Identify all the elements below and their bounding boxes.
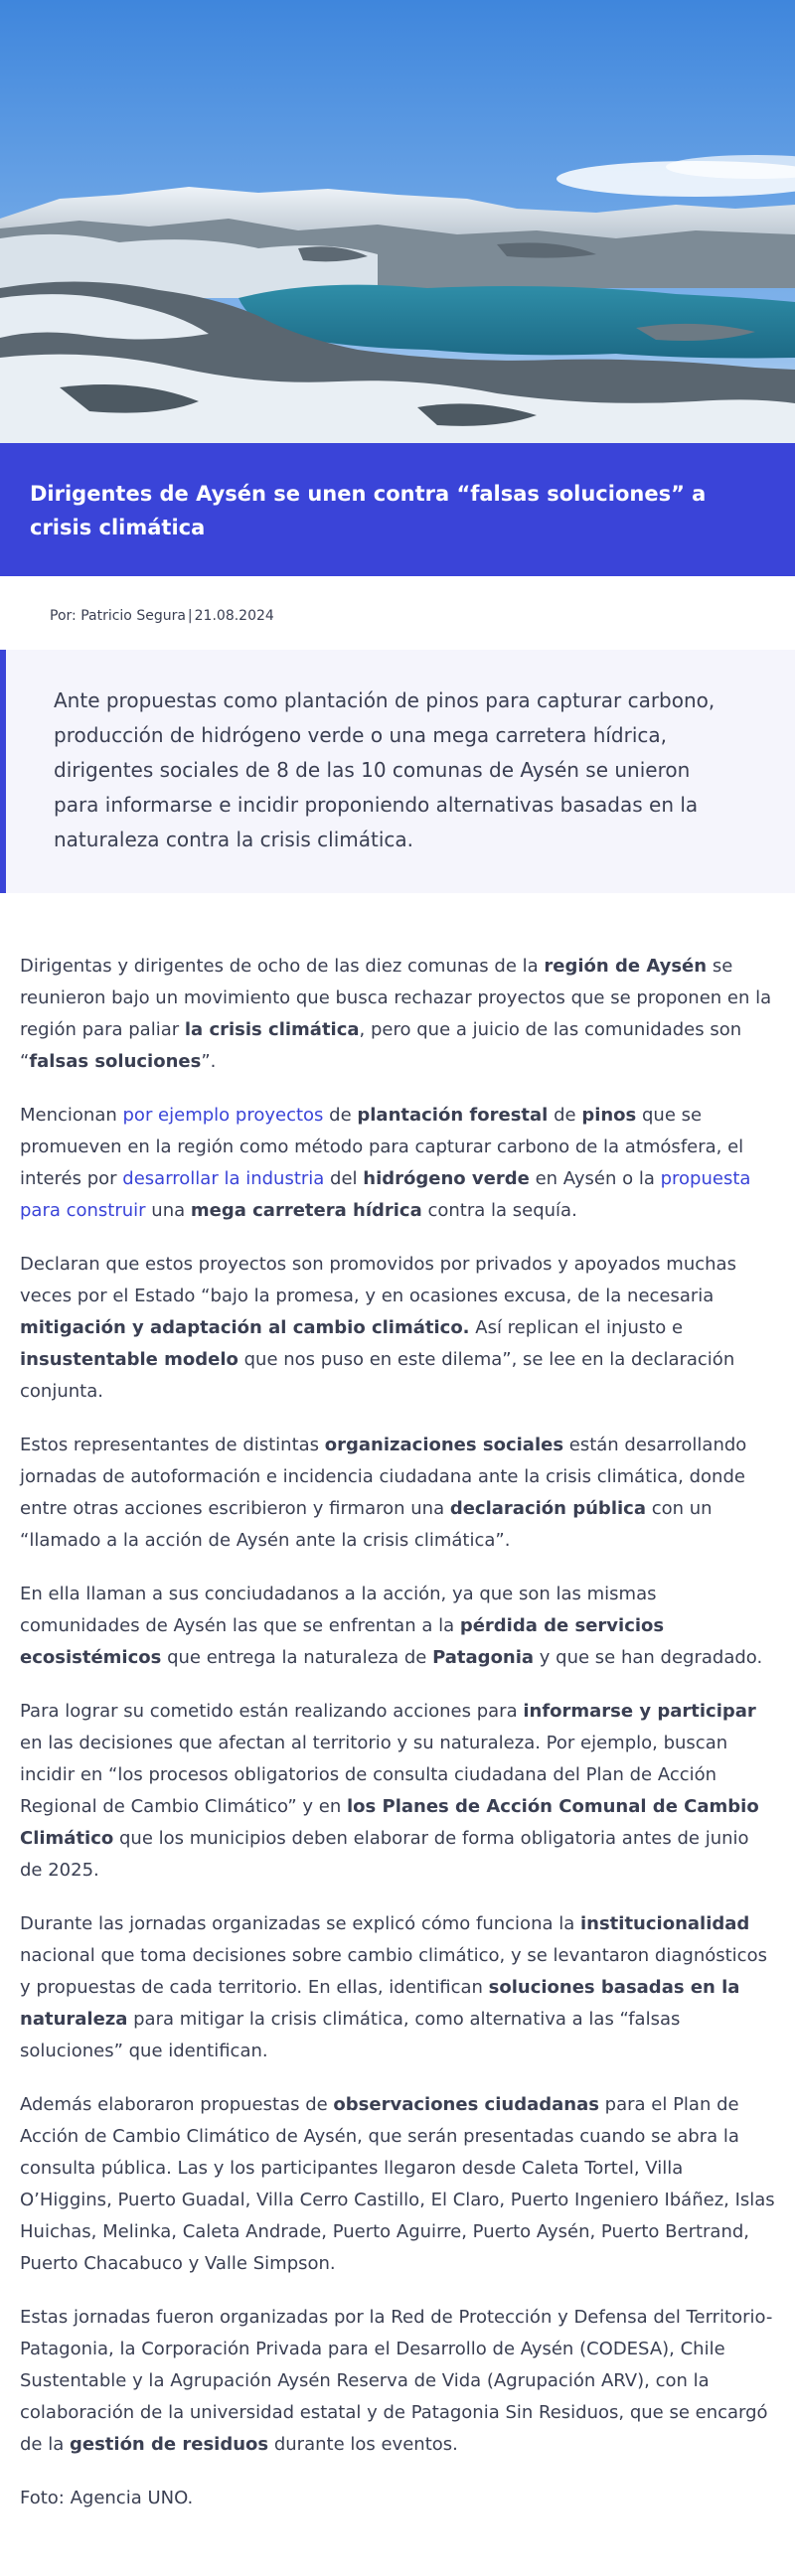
paragraph-text: Mencionan bbox=[20, 1105, 123, 1126]
inline-link[interactable]: por ejemplo proyectos bbox=[122, 1105, 324, 1126]
article-paragraph bbox=[20, 2089, 775, 2280]
paragraph-text: para mitigar la crisis climática, como alternativa a las “falsas soluciones” que identifican. bbox=[20, 2009, 681, 2061]
hero-image bbox=[0, 0, 795, 443]
article-paragraph bbox=[20, 1696, 775, 1887]
paragraph-text: que entrega la naturaleza de bbox=[161, 1647, 433, 1668]
article-title: Dirigentes de Aysén se unen contra “falsas soluciones” a crisis climática bbox=[30, 482, 707, 539]
bold-text: informarse y participar bbox=[523, 1701, 756, 1722]
paragraph-text: Además elaboraron propuestas de bbox=[20, 2094, 334, 2115]
bold-text: Patagonia bbox=[432, 1647, 535, 1668]
byline-separator: | bbox=[187, 608, 193, 624]
paragraph-text: Así replican el injusto e bbox=[469, 1317, 684, 1338]
bold-text: región de Aysén bbox=[544, 956, 708, 977]
inline-link[interactable]: desarrollar la industria bbox=[122, 1168, 325, 1189]
bold-text: la crisis climática bbox=[184, 1019, 360, 1040]
paragraph-text: Durante las jornadas organizadas se explicó cómo funciona la bbox=[20, 1913, 580, 1934]
bold-text: hidrógeno verde bbox=[363, 1168, 530, 1189]
paragraph-text: Declaran que estos proyectos son promovidos por privados y apoyados muchas veces por el Estado “bajo la promesa, y en ocasiones excusa, de la necesaria bbox=[20, 1254, 736, 1306]
bold-text: mitigación y adaptación al cambio climático. bbox=[20, 1317, 470, 1338]
article-paragraph bbox=[20, 1249, 775, 1408]
paragraph-text: Dirigentas y dirigentes de ocho de las diez comunas de la bbox=[20, 956, 545, 977]
paragraph-text: durante los eventos. bbox=[268, 2434, 458, 2455]
paragraph-text: de bbox=[548, 1105, 582, 1126]
paragraph-text: del bbox=[324, 1168, 364, 1189]
bold-text: observaciones ciudadanas bbox=[333, 2094, 599, 2115]
bold-text: gestión de residuos bbox=[69, 2434, 269, 2455]
byline bbox=[0, 576, 795, 650]
byline-prefix: Por: bbox=[50, 608, 81, 624]
bold-text: declaración pública bbox=[449, 1498, 646, 1519]
article-paragraph bbox=[20, 2483, 775, 2514]
bold-text: insustentable modelo bbox=[20, 1349, 238, 1370]
paragraph-text: Para lograr su cometido están realizando acciones para bbox=[20, 1701, 524, 1722]
paragraph-text: Estos representantes de distintas bbox=[20, 1435, 325, 1455]
article-paragraph bbox=[20, 1579, 775, 1674]
bold-text: pérdida de servicios ecosistémicos bbox=[20, 1615, 665, 1668]
paragraph-text: En ella llaman a sus conciudadanos a la acción, ya que son las mismas comunidades de Aysén las que se enfrentan a la bbox=[20, 1584, 657, 1636]
paragraph-text: que se promueven en la región como método para capturar carbono de la atmósfera, el interés por bbox=[20, 1105, 744, 1189]
article-paragraph bbox=[20, 1430, 775, 1557]
inline-link[interactable]: propuesta para construir bbox=[20, 1168, 751, 1221]
article-paragraph bbox=[20, 1100, 775, 1227]
paragraph-text: para el Plan de Acción de Cambio Climático de Aysén, que serán presentadas cuando se abra la consulta pública. Las y los participantes llegaron desde Caleta Tortel, Villa O’Higgins, Puerto Guadal, Villa Cerro Castillo, El Claro, Puerto Ingeniero Ibáñez, Islas Huichas, Melinka, Caleta Andrade, Puerto Aguirre, Puerto Aysén, Puerto Bertrand, Puerto Chacabuco y Valle Simpson. bbox=[20, 2094, 775, 2274]
bold-text: institucionalidad bbox=[579, 1913, 750, 1934]
article-paragraph bbox=[20, 951, 775, 1078]
article-paragraph bbox=[20, 2302, 775, 2461]
paragraph-text: que los municipios deben elaborar de forma obligatoria antes de junio de 2025. bbox=[20, 1828, 749, 1881]
paragraph-text: Estas jornadas fueron organizadas por la Red de Protección y Defensa del Territorio-Patagonia, la Corporación Privada para el Desarrollo de Aysén (CODESA), Chile Sustentable y la Agrupación Aysén Reserva de Vida (Agrupación ARV), con la colaboración de la universidad estatal y de Patagonia Sin Residuos, que se encargó de la bbox=[20, 2307, 773, 2455]
paragraph-text: se reunieron bajo un movimiento que busca rechazar proyectos que se proponen en la región para paliar bbox=[20, 956, 772, 1040]
paragraph-text: ”. bbox=[201, 1051, 217, 1072]
paragraph-text: una bbox=[145, 1200, 191, 1221]
article-summary: Ante propuestas como plantación de pinos para capturar carbono, producción de hidrógeno verde o una mega carretera hídrica, dirigentes sociales de 8 de las 10 comunas de Aysén se unieron para informarse e incidir proponiendo alternativas basadas en la naturaleza contra la crisis climática. bbox=[0, 650, 795, 893]
paragraph-text: contra la sequía. bbox=[421, 1200, 577, 1221]
paragraph-text: , pero que a juicio de las comunidades son “ bbox=[20, 1019, 742, 1072]
paragraph-text: con un “llamado a la acción de Aysén ante la crisis climática”. bbox=[20, 1498, 713, 1551]
article-body bbox=[0, 893, 795, 2576]
paragraph-text: en Aysén o la bbox=[529, 1168, 661, 1189]
paragraph-text: y que se han degradado. bbox=[534, 1647, 763, 1668]
paragraph-text: que nos puso en este dilema”, se lee en la declaración conjunta. bbox=[20, 1349, 735, 1402]
bold-text: falsas soluciones bbox=[29, 1051, 202, 1072]
bold-text: los Planes de Acción Comunal de Cambio Climático bbox=[20, 1796, 759, 1849]
paragraph-text: nacional que toma decisiones sobre cambio climático, y se levantaron diagnósticos y propuestas de cada territorio. En ellas, identifican bbox=[20, 1945, 767, 1998]
paragraph-text: están desarrollando jornadas de autoformación e incidencia ciudadana ante la crisis climática, donde entre otras acciones escribieron y firmaron una bbox=[20, 1435, 747, 1519]
paragraph-text: en las decisiones que afectan al territorio y su naturaleza. Por ejemplo, buscan incidir en “los procesos obligatorios de consulta ciudadana del Plan de Acción Regional de Cambio Climático” y en bbox=[20, 1733, 728, 1817]
paragraph-text: Foto: Agencia UNO. bbox=[20, 2488, 194, 2508]
article-paragraph bbox=[20, 1908, 775, 2067]
byline-date: 21.08.2024 bbox=[194, 608, 274, 624]
bold-text: pinos bbox=[581, 1105, 637, 1126]
bold-text: soluciones basadas en la naturaleza bbox=[20, 1977, 740, 2030]
bold-text: mega carretera hídrica bbox=[190, 1200, 422, 1221]
byline-author: Patricio Segura bbox=[80, 608, 186, 624]
title-band bbox=[0, 443, 795, 576]
bold-text: organizaciones sociales bbox=[324, 1435, 564, 1455]
paragraph-text: de bbox=[323, 1105, 358, 1126]
bold-text: plantación forestal bbox=[357, 1105, 549, 1126]
